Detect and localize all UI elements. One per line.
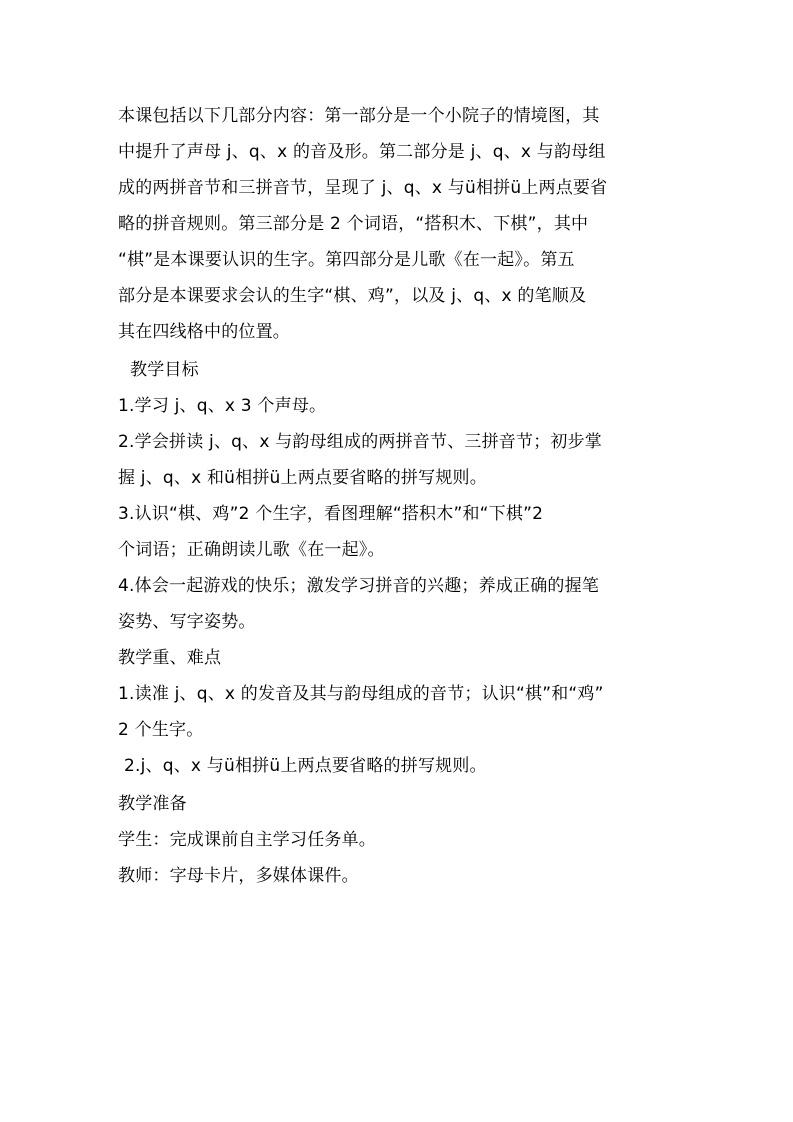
keypoints-heading: 教学重、难点 xyxy=(118,648,222,668)
keypoint-line: 2.j、q、x 与ü相拼ü上两点要省略的拼写规则。 xyxy=(124,756,487,776)
prep-line: 教师：字母卡片，多媒体课件。 xyxy=(118,866,359,886)
goal-line: 握 j、q、x 和ü相拼ü上两点要省略的拼写规则。 xyxy=(118,468,487,488)
intro-line: 略的拼音规则。第三部分是 2 个词语，“搭积木、下棋”，其中 xyxy=(118,214,589,234)
goal-line: 3.认识“棋、鸡”2 个生字，看图理解“搭积木”和“下棋”2 xyxy=(118,504,544,524)
goal-line: 个词语；正确朗读儿歌《在一起》。 xyxy=(118,540,385,560)
prep-line: 学生：完成课前自主学习任务单。 xyxy=(118,830,376,850)
goal-line: 1.学习 j、q、x 3 个声母。 xyxy=(118,396,327,416)
intro-line: 本课包括以下几部分内容：第一部分是一个小院子的情境图，其 xyxy=(118,106,600,126)
goals-heading: 教学目标 xyxy=(130,360,199,380)
keypoint-line: 2 个生字。 xyxy=(118,720,204,740)
intro-line: 部分是本课要求会认的生字“棋、鸡”，以及 j、q、x 的笔顺及 xyxy=(118,286,587,306)
prep-heading: 教学准备 xyxy=(118,794,187,814)
intro-line: 成的两拼音节和三拼音节，呈现了 j、q、x 与ü相拼ü上两点要省 xyxy=(118,178,608,198)
intro-line: 中提升了声母 j、q、x 的音及形。第二部分是 j、q、x 与韵母组 xyxy=(118,142,606,162)
keypoint-line: 1.读准 j、q、x 的发音及其与韵母组成的音节；认识“棋”和“鸡” xyxy=(118,684,604,704)
intro-line: “棋”是本课要认识的生字。第四部分是儿歌《在一起》。第五 xyxy=(118,250,575,270)
goal-line: 2.学会拼读 j、q、x 与韵母组成的两拼音节、三拼音节；初步掌 xyxy=(118,432,603,452)
goal-line: 姿势、写字姿势。 xyxy=(118,612,256,632)
goal-line: 4.体会一起游戏的快乐；激发学习拼音的兴趣；养成正确的握笔 xyxy=(118,576,600,596)
intro-line: 其在四线格中的位置。 xyxy=(118,322,290,342)
